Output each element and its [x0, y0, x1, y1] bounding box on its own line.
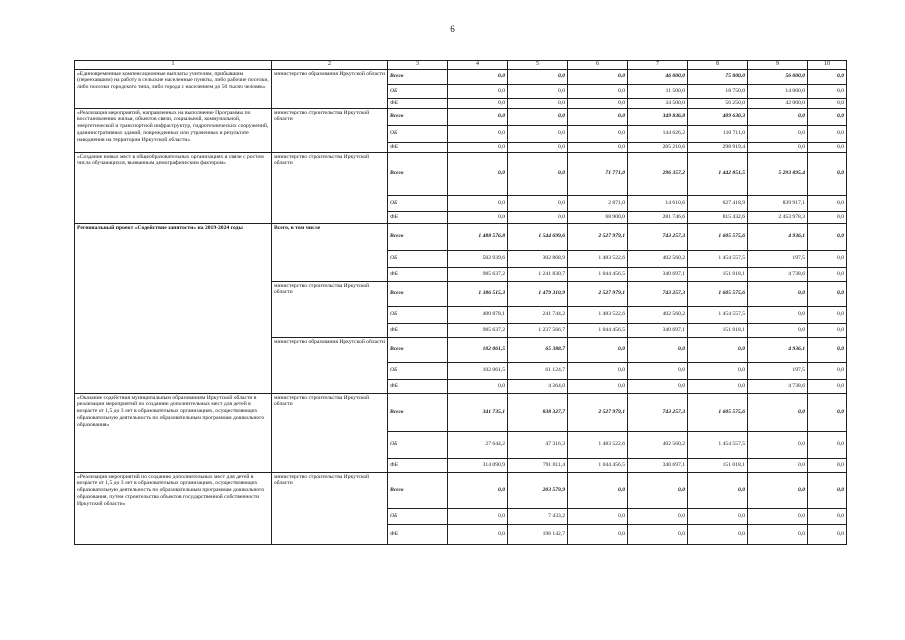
amount-cell: 0,0 [628, 508, 688, 524]
amount-cell: 0,0 [808, 393, 847, 431]
amount-cell: 0,0 [688, 472, 748, 508]
amount-cell: 18 750,0 [688, 84, 748, 98]
amount-cell: 5 293 895,4 [748, 152, 808, 195]
amount-cell: 68 900,0 [568, 211, 628, 223]
amount-cell: 4 936,1 [748, 223, 808, 250]
amount-cell: 203 579,9 [508, 472, 568, 508]
funding-source: ФБ [388, 458, 448, 472]
amount-cell: 409 630,3 [688, 108, 748, 125]
column-number: 4 [448, 61, 508, 70]
table-row [75, 223, 847, 250]
funding-source: Всего [388, 223, 448, 250]
amount-cell: 0,0 [808, 362, 847, 379]
amount-cell: 0,0 [448, 195, 508, 211]
responsible-executor: министерство образования Иркутской области [272, 69, 388, 108]
amount-cell: 61 124,7 [508, 362, 568, 379]
column-number: 5 [508, 61, 568, 70]
amount-cell: 838 327,7 [508, 393, 568, 431]
amount-cell: 0,0 [688, 508, 748, 524]
column-number: 8 [688, 61, 748, 70]
amount-cell: 0,0 [628, 524, 688, 544]
amount-cell: 0,0 [808, 379, 847, 393]
amount-cell: 0,0 [748, 323, 808, 337]
amount-cell: 1 605 575,6 [688, 393, 748, 431]
amount-cell: 0,0 [448, 379, 508, 393]
funding-source: Всего [388, 472, 448, 508]
amount-cell: 0,0 [448, 142, 508, 152]
amount-cell: 1 442 851,5 [688, 152, 748, 195]
amount-cell: 0,0 [508, 195, 568, 211]
amount-cell: 196 142,7 [508, 524, 568, 544]
funding-source: Всего [388, 108, 448, 125]
amount-cell: 0,0 [748, 508, 808, 524]
amount-cell: 400 878,1 [448, 306, 508, 323]
activity-description: «Реализация мероприятий по созданию дополнительных мест для детей в возрасте от 1,5 до 3 лет в образовательных организациях, осуществляющих образовательную деятельность по образовательным программам дошкольного образования, путем строительства объектов государственной собственности Иркутской области» [75, 472, 272, 544]
funding-source: Всего [388, 152, 448, 195]
amount-cell: 7 433,2 [508, 508, 568, 524]
amount-cell: 0,0 [748, 431, 808, 458]
amount-cell: 296 357,2 [628, 152, 688, 195]
activity-description: «Оказание содействия муниципальным образованиям Иркутской области в реализации мероприятий по созданию дополнительных мест для детей в возрасте от 1,5 до 3 лет в образовательных организациях, осуществляющих образовательную деятельность по образовательным программам дошкольного образования» [75, 393, 272, 472]
column-number: 3 [388, 61, 448, 70]
responsible-executor: министерство строительства Иркутской области [272, 472, 388, 544]
amount-cell: 743 257,3 [628, 281, 688, 306]
amount-cell: 1 605 575,6 [688, 281, 748, 306]
amount-cell: 0,0 [568, 125, 628, 142]
amount-cell: 0,0 [448, 472, 508, 508]
table-row [75, 152, 847, 195]
amount-cell: 1 483 522,6 [568, 431, 628, 458]
amount-cell: 0,0 [808, 69, 847, 84]
amount-cell: 0,0 [568, 142, 628, 152]
amount-cell: 0,0 [748, 393, 808, 431]
amount-cell: 314 090,9 [448, 458, 508, 472]
amount-cell: 27 644,2 [448, 431, 508, 458]
amount-cell: 1 544 699,6 [508, 223, 568, 250]
amount-cell: 0,0 [628, 379, 688, 393]
funding-source: Всего [388, 337, 448, 362]
amount-cell: 0,0 [448, 84, 508, 98]
amount-cell: 4 936,1 [748, 337, 808, 362]
amount-cell: 0,0 [448, 211, 508, 223]
amount-cell: 0,0 [748, 281, 808, 306]
amount-cell: 1 044 456,5 [568, 323, 628, 337]
amount-cell: 2 527 979,1 [568, 393, 628, 431]
amount-cell: 0,0 [808, 337, 847, 362]
amount-cell: 0,0 [448, 125, 508, 142]
funding-source: ОБ [388, 431, 448, 458]
amount-cell: 0,0 [568, 524, 628, 544]
amount-cell: 0,0 [568, 69, 628, 84]
amount-cell: 341 735,1 [448, 393, 508, 431]
amount-cell: 0,0 [808, 431, 847, 458]
amount-cell: 1 044 456,5 [568, 267, 628, 281]
amount-cell: 839 917,1 [748, 195, 808, 211]
amount-cell: 0,0 [748, 125, 808, 142]
amount-cell: 0,0 [508, 125, 568, 142]
amount-cell: 0,0 [748, 142, 808, 152]
funding-source: ФБ [388, 267, 448, 281]
amount-cell: 1 386 515,3 [448, 281, 508, 306]
amount-cell: 0,0 [448, 108, 508, 125]
amount-cell: 0,0 [628, 472, 688, 508]
amount-cell: 0,0 [688, 362, 748, 379]
amount-cell: 502 939,6 [448, 250, 508, 267]
amount-cell: 102 061,5 [448, 337, 508, 362]
amount-cell: 0,0 [808, 508, 847, 524]
amount-cell: 4 738,6 [748, 267, 808, 281]
amount-cell: 0,0 [448, 152, 508, 195]
amount-cell: 0,0 [508, 152, 568, 195]
amount-cell: 1 483 522,6 [568, 250, 628, 267]
amount-cell: 65 388,7 [508, 337, 568, 362]
column-number: 7 [628, 61, 688, 70]
funding-source: Всего [388, 69, 448, 84]
amount-cell: 197,5 [748, 362, 808, 379]
amount-cell: 0,0 [568, 379, 628, 393]
amount-cell: 4 738,6 [748, 379, 808, 393]
amount-cell: 0,0 [808, 195, 847, 211]
table-row [75, 472, 847, 508]
amount-cell: 197,5 [748, 250, 808, 267]
amount-cell: 151 018,1 [688, 323, 748, 337]
amount-cell: 4 264,0 [508, 379, 568, 393]
amount-cell: 0,0 [748, 306, 808, 323]
amount-cell: 0,0 [628, 362, 688, 379]
amount-cell: 0,0 [508, 108, 568, 125]
funding-source: Всего [388, 393, 448, 431]
budget-table [74, 60, 847, 545]
amount-cell: 627 418,9 [688, 195, 748, 211]
amount-cell: 0,0 [508, 69, 568, 84]
amount-cell: 11 500,0 [628, 84, 688, 98]
amount-cell: 0,0 [568, 472, 628, 508]
amount-cell: 1 488 576,8 [448, 223, 508, 250]
amount-cell: 0,0 [808, 125, 847, 142]
amount-cell: 402 560,2 [628, 250, 688, 267]
amount-cell: 0,0 [508, 142, 568, 152]
funding-source: ОБ [388, 84, 448, 98]
responsible-executor: министерство образования Иркутской области [272, 337, 388, 393]
amount-cell: 1 454 557,5 [688, 431, 748, 458]
funding-source: ФБ [388, 323, 448, 337]
funding-source: ФБ [388, 142, 448, 152]
amount-cell: 0,0 [808, 98, 847, 108]
amount-cell: 0,0 [808, 152, 847, 195]
budget-table-body [75, 61, 847, 545]
column-number: 9 [748, 61, 808, 70]
amount-cell: 56 000,0 [748, 69, 808, 84]
column-number: 6 [568, 61, 628, 70]
funding-source: ОБ [388, 362, 448, 379]
amount-cell: 34 500,0 [628, 98, 688, 108]
amount-cell: 743 257,3 [628, 393, 688, 431]
activity-description: «Реализация мероприятий, направленных на выполнение Программы по восстановлению жилья, объектов связи, социальной, коммунальной, энергетической и транспортной инфраструктур, гидротехнических сооружений, административных зданий, поврежденных или утраченных в результате наводнения на территории Иркутской области» [75, 108, 272, 152]
amount-cell: 0,0 [448, 508, 508, 524]
amount-cell: 0,0 [568, 108, 628, 125]
activity-description: Региональный проект «Содействие занятости» на 2019-2024 годы [75, 223, 272, 393]
amount-cell: 340 697,1 [628, 323, 688, 337]
funding-source: ОБ [388, 195, 448, 211]
amount-cell: 0,0 [448, 524, 508, 544]
amount-cell: 2 871,0 [568, 195, 628, 211]
amount-cell: 1 605 575,6 [688, 223, 748, 250]
amount-cell: 0,0 [808, 306, 847, 323]
funding-source: ОБ [388, 250, 448, 267]
amount-cell: 110 711,0 [688, 125, 748, 142]
funding-source: ФБ [388, 379, 448, 393]
funding-source: ОБ [388, 125, 448, 142]
amount-cell: 75 000,0 [688, 69, 748, 84]
amount-cell: 0,0 [628, 337, 688, 362]
amount-cell: 0,0 [568, 98, 628, 108]
amount-cell: 0,0 [688, 379, 748, 393]
amount-cell: 402 560,2 [628, 431, 688, 458]
responsible-executor: Всего, в том числе [272, 223, 388, 281]
amount-cell: 151 018,1 [688, 267, 748, 281]
amount-cell: 42 000,0 [748, 98, 808, 108]
activity-description: «Создание новых мест в общеобразовательных организациях в связи с ростом числа обучающихся, вызванным демографическим фактором» [75, 152, 272, 223]
funding-source: ФБ [388, 98, 448, 108]
column-number: 2 [272, 61, 388, 70]
amount-cell: 14 000,0 [748, 84, 808, 98]
amount-cell: 0,0 [688, 337, 748, 362]
amount-cell: 0,0 [508, 98, 568, 108]
responsible-executor: министерство строительства Иркутской области [272, 281, 388, 337]
amount-cell: 0,0 [808, 458, 847, 472]
amount-cell: 0,0 [448, 69, 508, 84]
amount-cell: 0,0 [568, 84, 628, 98]
amount-cell: 1 044 456,5 [568, 458, 628, 472]
activity-description: «Единовременные компенсационные выплаты учителям, прибывшим (переехавшим) на работу в сельские населенные пункты, либо рабочие поселки, либо поселки городского типа, либо города с населением до 50 тысяч человек» [75, 69, 272, 108]
amount-cell: 340 697,1 [628, 267, 688, 281]
amount-cell: 985 637,2 [448, 323, 508, 337]
page-number: 6 [450, 24, 455, 34]
amount-cell: 241 744,2 [508, 306, 568, 323]
amount-cell: 0,0 [568, 508, 628, 524]
amount-cell: 2 527 979,1 [568, 223, 628, 250]
amount-cell: 791 011,4 [508, 458, 568, 472]
amount-cell: 0,0 [808, 267, 847, 281]
amount-cell: 71 771,0 [568, 152, 628, 195]
amount-cell: 1 454 557,5 [688, 250, 748, 267]
funding-source: ФБ [388, 211, 448, 223]
amount-cell: 0,0 [808, 84, 847, 98]
table-row [75, 393, 847, 431]
amount-cell: 0,0 [748, 458, 808, 472]
amount-cell: 1 241 830,7 [508, 267, 568, 281]
amount-cell: 14 610,6 [628, 195, 688, 211]
amount-cell: 0,0 [808, 223, 847, 250]
column-number-row [75, 61, 847, 70]
amount-cell: 302 868,9 [508, 250, 568, 267]
amount-cell: 281 746,6 [628, 211, 688, 223]
amount-cell: 0,0 [568, 337, 628, 362]
amount-cell: 151 018,1 [688, 458, 748, 472]
amount-cell: 0,0 [808, 108, 847, 125]
amount-cell: 46 000,0 [628, 69, 688, 84]
amount-cell: 0,0 [808, 323, 847, 337]
amount-cell: 815 432,6 [688, 211, 748, 223]
amount-cell: 2 527 979,1 [568, 281, 628, 306]
table-row [75, 69, 847, 84]
amount-cell: 0,0 [748, 524, 808, 544]
amount-cell: 1 483 522,6 [568, 306, 628, 323]
amount-cell: 0,0 [448, 98, 508, 108]
amount-cell: 0,0 [568, 362, 628, 379]
funding-source: ОБ [388, 508, 448, 524]
amount-cell: 0,0 [808, 281, 847, 306]
responsible-executor: министерство строительства Иркутской области [272, 393, 388, 472]
responsible-executor: министерство строительства Иркутской области [272, 108, 388, 152]
amount-cell: 47 316,3 [508, 431, 568, 458]
responsible-executor: министерство строительства Иркутской области [272, 152, 388, 223]
amount-cell: 0,0 [808, 472, 847, 508]
amount-cell: 56 250,0 [688, 98, 748, 108]
amount-cell: 102 061,5 [448, 362, 508, 379]
amount-cell: 985 637,2 [448, 267, 508, 281]
amount-cell: 0,0 [748, 472, 808, 508]
amount-cell: 205 210,6 [628, 142, 688, 152]
amount-cell: 0,0 [808, 524, 847, 544]
amount-cell: 743 257,3 [628, 223, 688, 250]
amount-cell: 2 453 978,3 [748, 211, 808, 223]
amount-cell: 0,0 [508, 211, 568, 223]
funding-source: ФБ [388, 524, 448, 544]
amount-cell: 298 919,4 [688, 142, 748, 152]
amount-cell: 0,0 [508, 84, 568, 98]
amount-cell: 1 479 310,9 [508, 281, 568, 306]
amount-cell: 1 454 557,5 [688, 306, 748, 323]
column-number: 10 [808, 61, 847, 70]
amount-cell: 0,0 [808, 142, 847, 152]
column-number: 1 [75, 61, 272, 70]
amount-cell: 0,0 [748, 108, 808, 125]
amount-cell: 402 560,2 [628, 306, 688, 323]
amount-cell: 340 697,1 [628, 458, 688, 472]
funding-source: Всего [388, 281, 448, 306]
amount-cell: 0,0 [808, 211, 847, 223]
amount-cell: 0,0 [808, 250, 847, 267]
amount-cell: 0,0 [688, 524, 748, 544]
table-row [75, 108, 847, 125]
amount-cell: 144 626,2 [628, 125, 688, 142]
funding-source: ОБ [388, 306, 448, 323]
amount-cell: 349 836,8 [628, 108, 688, 125]
amount-cell: 1 237 566,7 [508, 323, 568, 337]
